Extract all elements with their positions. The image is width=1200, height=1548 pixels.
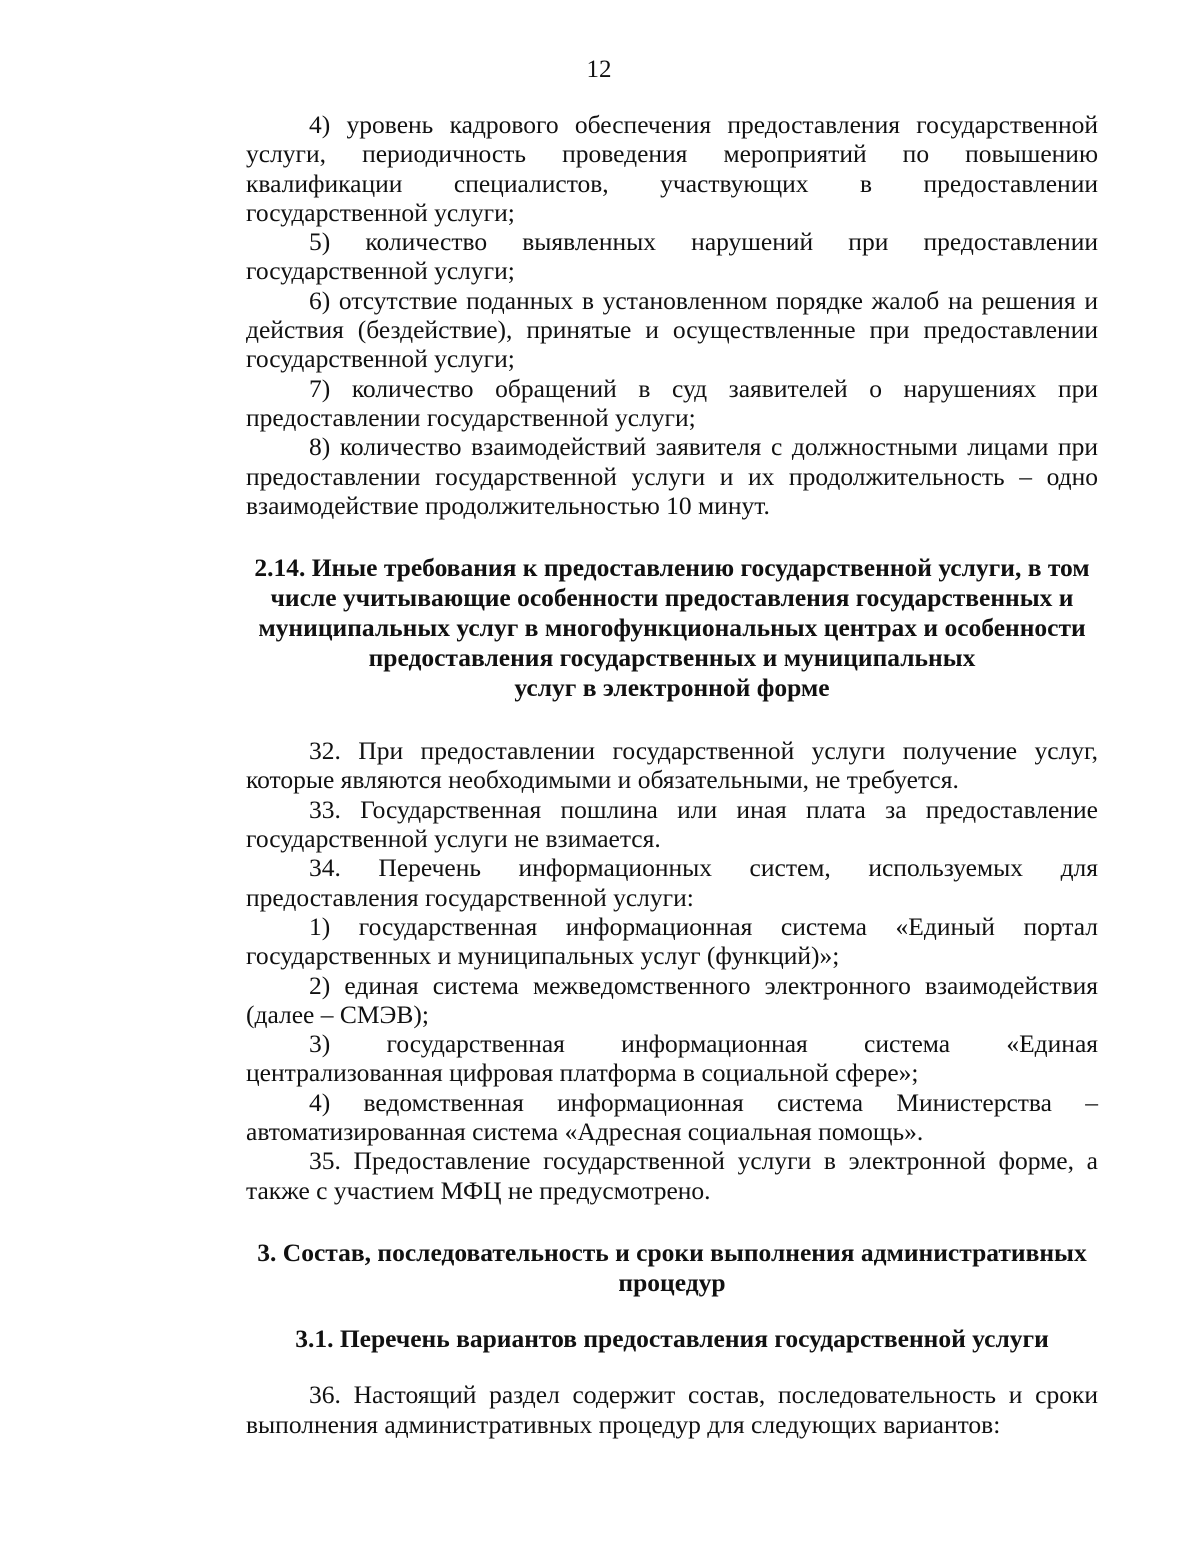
- heading-line: числе учитывающие особенности предоставления государственных и: [270, 583, 1074, 613]
- list-item-5-violations: 5) количество выявленных нарушений при предоставлении государственной услуги;: [246, 227, 1098, 286]
- page-number-text: 12: [586, 56, 612, 83]
- paragraph-34-item-2: 2) единая система межведомственного электронного взаимодействия (далее – СМЭВ);: [246, 970, 1098, 1029]
- list-item-7-court-appeals: 7) количество обращений в суд заявителей о нарушениях при предоставлении государственной услуги;: [246, 373, 1098, 432]
- paragraph-34-item-4: 4) ведомственная информационная система Министерства – автоматизированная система «Адресная социальная помощь».: [246, 1087, 1098, 1147]
- page-number: [0, 56, 1200, 84]
- section-heading-3: [246, 1238, 1098, 1298]
- heading-line: услуг в электронной форме: [514, 673, 830, 703]
- document-body: [246, 110, 1098, 1439]
- heading-line: 3. Состав, последовательность и сроки выполнения административных: [257, 1237, 1087, 1267]
- heading-line: муниципальных услуг в многофункциональных центрах и особенности: [258, 613, 1086, 643]
- paragraph-34-item-3: 3) государственная информационная система «Единая централизованная цифровая платформа в социальной сфере»;: [246, 1029, 1098, 1088]
- heading-line: 2.14. Иные требования к предоставлению государственной услуги, в том: [254, 553, 1090, 583]
- list-item-4-staffing: 4) уровень кадрового обеспечения предоставления государственной услуги, периодичность проведения мероприятий по повышению квалификации специалистов, участвующих в предоставлении государственной услуги;: [246, 110, 1098, 227]
- paragraph-32: 32. При предоставлении государственной услуги получение услуг, которые являются необходимыми и обязательными, не требуется.: [246, 736, 1098, 795]
- paragraph-36: 36. Настоящий раздел содержит состав, последовательность и сроки выполнения административных процедур для следующих вариантов:: [246, 1380, 1098, 1439]
- section-heading-2-14: [246, 553, 1098, 703]
- heading-line: предоставления государственных и муниципальных: [368, 643, 976, 673]
- paragraph-34-item-1: 1) государственная информационная система «Единый портал государственных и муниципальных услуг (функций)»;: [246, 911, 1098, 971]
- list-item-8-interactions: 8) количество взаимодействий заявителя с должностными лицами при предоставлении государственной услуги и их продолжительность – одно взаимодействие продолжительностью 10 минут.: [246, 432, 1098, 520]
- heading-line: 3.1. Перечень вариантов предоставления государственной услуги: [295, 1323, 1049, 1353]
- section-heading-3-1: [246, 1324, 1098, 1353]
- list-item-6-complaints: 6) отсутствие поданных в установленном порядке жалоб на решения и действия (бездействие), принятые и осуществленные при предоставлении государственной услуги;: [246, 285, 1098, 374]
- paragraph-34: 34. Перечень информационных систем, используемых для предоставления государственной услуги:: [246, 853, 1098, 912]
- heading-line: процедур: [618, 1267, 726, 1297]
- paragraph-35: 35. Предоставление государственной услуги в электронной форме, а также с участием МФЦ не предусмотрено.: [246, 1146, 1098, 1205]
- paragraph-33: 33. Государственная пошлина или иная плата за предоставление государственной услуги не взимается.: [246, 794, 1098, 854]
